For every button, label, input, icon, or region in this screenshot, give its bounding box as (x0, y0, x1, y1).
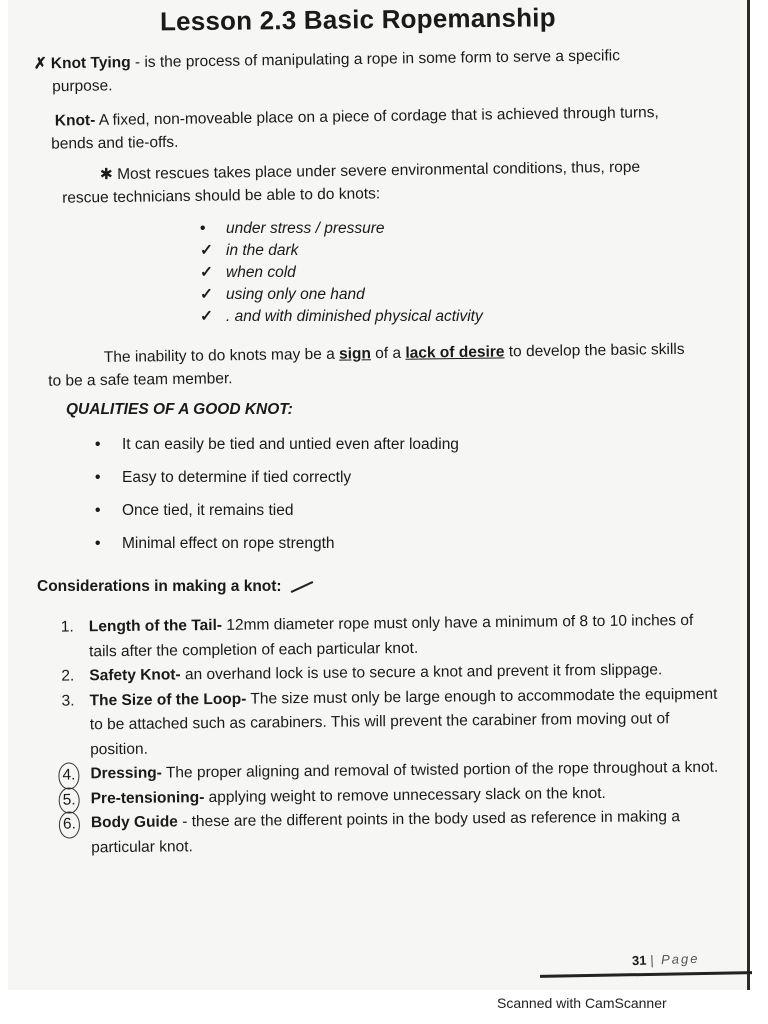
item-term: Pre-tensioning- (90, 788, 205, 807)
lesson-title: Lesson 2.3 Basic Ropemanship (159, 2, 556, 37)
check-mark-icon: ✓ (200, 242, 213, 259)
list-item (62, 805, 721, 861)
considerations-heading-text: Considerations in making a knot: (37, 578, 282, 595)
condition-text: under stress / pressure (226, 220, 385, 237)
inability-text-cont: to be a safe team member. (48, 370, 233, 390)
knot-tying-paragraph (34, 44, 675, 99)
item-number: 3. (61, 691, 75, 710)
bullet-icon: • (95, 469, 101, 486)
quality-text: Minimal effect on rope strength (122, 535, 335, 552)
condition-text: using only one hand (226, 286, 365, 303)
item-number-circled: 6. (59, 811, 80, 838)
item-text: an overhand lock is use to secure a knot and prevent it from slippage. (180, 661, 663, 684)
knot-definition: A fixed, non-moveable place on a piece of cordage that is achieved through turns, (95, 104, 659, 129)
item-term: The Size of the Loop- (89, 690, 247, 709)
pen-stroke-icon (291, 581, 314, 593)
list-item (200, 240, 483, 262)
considerations-heading (37, 578, 314, 596)
rescues-line2: rescue technicians should be able to do knots: (62, 185, 381, 207)
list-item (61, 682, 721, 762)
item-number-circled: 5. (59, 787, 80, 814)
bullet-icon: • (95, 535, 101, 552)
check-mark-icon: ✓ (200, 308, 213, 325)
inability-paragraph (48, 337, 729, 392)
knot-paragraph (51, 100, 706, 155)
sign-underlined: sign (338, 345, 372, 363)
item-term: Safety Knot- (89, 666, 181, 685)
condition-text: when cold (226, 264, 296, 281)
page-label: | Page (649, 950, 700, 968)
condition-text: . and with diminished physical activity (226, 308, 483, 325)
rescues-paragraph (62, 155, 701, 209)
quality-text: Once tied, it remains tied (122, 502, 294, 519)
check-mark-icon: ✓ (200, 264, 213, 281)
condition-text: in the dark (226, 242, 299, 259)
item-number-circled: 4. (58, 762, 79, 789)
bullet-icon: • (95, 502, 101, 519)
bullet-icon: • (200, 220, 206, 237)
list-item (95, 467, 459, 500)
scanner-watermark: Scanned with CamScanner (497, 995, 667, 1011)
item-text: applying weight to remove unnecessary slack on the knot. (204, 784, 606, 806)
item-term: Dressing- (90, 764, 162, 783)
inability-text: to develop the basic skills (504, 340, 685, 361)
check-mark-icon: ✓ (200, 286, 213, 303)
list-item (200, 262, 483, 284)
lack-of-desire-underlined: lack of desire (405, 343, 505, 362)
inability-text: of a (370, 344, 406, 363)
item-text: - these are the different points in the body used as reference in making a particular knot. (91, 808, 681, 856)
item-text: The size must only be large enough to accommodate the equipment to be attached such as carabiners. This will prevent the carabiner from moving out of position. (89, 685, 718, 758)
list-item (200, 306, 483, 328)
list-item (95, 500, 459, 533)
item-text: 12mm diameter rope must only have a minimum of 8 to 10 inches of tails after the completion of each particular knot. (89, 611, 694, 660)
item-number: 2. (61, 667, 75, 685)
quality-text: It can easily be tied and untied even after loading (122, 436, 459, 453)
list-item (95, 533, 459, 566)
asterisk-mark-icon: ✱ (99, 166, 113, 184)
list-item (60, 609, 719, 665)
item-text: The proper aligning and removal of twisted portion of the rope throughout a knot. (161, 758, 719, 782)
knot-term: Knot- (54, 111, 96, 130)
page-number (632, 951, 700, 968)
conditions-list (200, 218, 483, 328)
list-item (200, 284, 483, 306)
list-item (200, 218, 483, 240)
item-term: Body Guide (90, 813, 178, 832)
knot-tying-term: Knot Tying (50, 54, 131, 73)
handwritten-mark-icon: ✗ (33, 55, 47, 73)
inability-text: The inability to do knots may be a (103, 345, 340, 366)
rescues-line1: Most rescues takes place under severe environmental conditions, thus, rope (112, 158, 641, 184)
page-number-value: 31 (631, 952, 647, 969)
considerations-list (60, 609, 722, 861)
knot-definition-cont: bends and tie-offs. (51, 133, 179, 153)
qualities-heading: QUALITIES OF A GOOD KNOT: (66, 401, 293, 418)
quality-text: Easy to determine if tied correctly (122, 469, 352, 486)
knot-tying-definition-cont: purpose. (52, 77, 113, 96)
item-term: Length of the Tail- (88, 616, 223, 636)
list-item (95, 434, 459, 467)
bullet-icon: • (95, 436, 101, 453)
qualities-list (95, 434, 459, 566)
knot-tying-definition: - is the process of manipulating a rope in some form to serve a specific (130, 47, 621, 72)
item-number: 1. (60, 618, 74, 636)
